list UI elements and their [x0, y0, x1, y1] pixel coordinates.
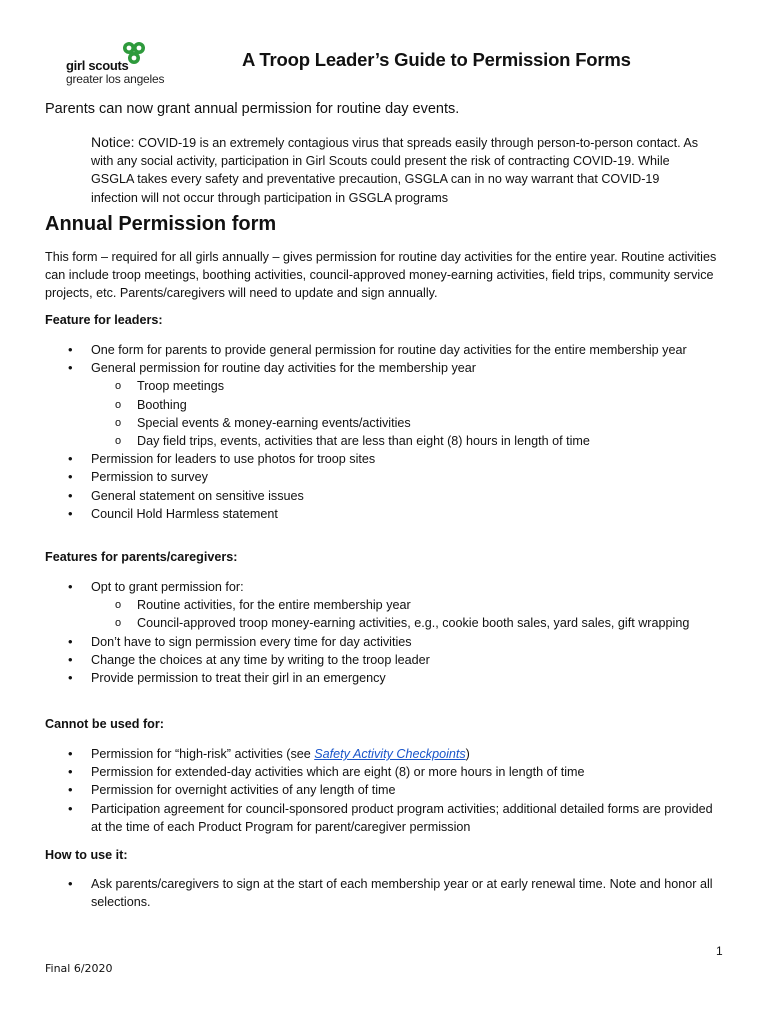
- notice-paragraph: [91, 133, 701, 207]
- list-item: • Permission to survey: [0, 468, 721, 486]
- girl-scouts-logo: [58, 36, 186, 90]
- howto-heading: How to use it:: [45, 848, 128, 862]
- list-item: o Council-approved troop money-earning activities, e.g., cookie booth sales, yard sales, gift wrapping: [0, 614, 727, 632]
- list-item: o Special events & money-earning events/activities: [0, 414, 727, 432]
- list-item: o Boothing: [0, 396, 727, 414]
- list-item: • Permission for extended-day activities which are eight (8) or more hours in length of time: [0, 763, 721, 781]
- list-item: • Permission for overnight activities of any length of time: [0, 781, 721, 799]
- list-item: o Troop meetings: [0, 377, 727, 395]
- cannot-heading: Cannot be used for:: [45, 717, 164, 731]
- list-item: • Council Hold Harmless statement: [0, 505, 721, 523]
- item-text: ): [465, 747, 470, 761]
- list-item: • Don’t have to sign permission every time for day activities: [0, 633, 721, 651]
- page-number: 1: [716, 944, 723, 958]
- parents-heading: Features for parents/caregivers:: [45, 550, 238, 564]
- form-description: This form – required for all girls annually – gives permission for routine day activities for the entire year. Routine activities can include troop meetings, boothing activities, council-approved money-earning activities, field trips, community service projects, etc. Parents/caregivers will need to update and sign annually.: [45, 250, 717, 301]
- list-item: • General statement on sensitive issues: [0, 487, 721, 505]
- list-item: o Routine activities, for the entire membership year: [0, 596, 727, 614]
- notice-text: COVID-19 is an extremely contagious virus that spreads easily through person-to-person contact. As with any social activity, participation in Girl Scouts could present the risk of contracting COVID-19. While GSGLA takes every safety and preventative precaution, GSGLA can in no way warrant that COVID-19 infection will not occur through participation in GSGLA programs: [91, 136, 699, 205]
- section-heading: Annual Permission form: [45, 213, 277, 235]
- logo-line-2: greater los angeles: [66, 72, 165, 86]
- footer-version: Final 6/2020: [45, 962, 113, 975]
- list-item: • Opt to grant permission for:: [0, 578, 721, 596]
- howto-list: [0, 875, 721, 911]
- intro-text: Parents can now grant annual permission for routine day events.: [45, 101, 460, 117]
- list-item: • Participation agreement for council-sponsored product program activities; additional detailed forms are provided at the time of each Product Program for parent/caregiver permission: [0, 800, 721, 836]
- list-item: • Change the choices at any time by writing to the troop leader: [0, 651, 721, 669]
- list-item: • General permission for routine day activities for the membership year: [0, 359, 721, 377]
- item-text: Permission for “high-risk” activities (see: [91, 747, 315, 761]
- parents-list: [0, 578, 727, 687]
- logo-line-1: girl scouts: [66, 58, 129, 73]
- list-item: • Permission for leaders to use photos for troop sites: [0, 450, 721, 468]
- list-item: • Ask parents/caregivers to sign at the start of each membership year or at early renewal time. Note and honor all selections.: [0, 875, 721, 911]
- leaders-list: [0, 341, 727, 523]
- list-item: o Day field trips, events, activities that are less than eight (8) hours in length of time: [0, 432, 727, 450]
- list-item: [0, 745, 721, 763]
- document-title: A Troop Leader’s Guide to Permission Forms: [242, 49, 631, 70]
- list-item: • One form for parents to provide general permission for routine day activities for the entire membership year: [0, 341, 721, 359]
- list-item: • Provide permission to treat their girl in an emergency: [0, 669, 721, 687]
- safety-activity-checkpoints-link[interactable]: Safety Activity Checkpoints: [314, 747, 466, 761]
- cannot-list: [0, 745, 721, 836]
- notice-label: Notice:: [91, 134, 135, 150]
- leaders-heading: Feature for leaders:: [45, 313, 163, 327]
